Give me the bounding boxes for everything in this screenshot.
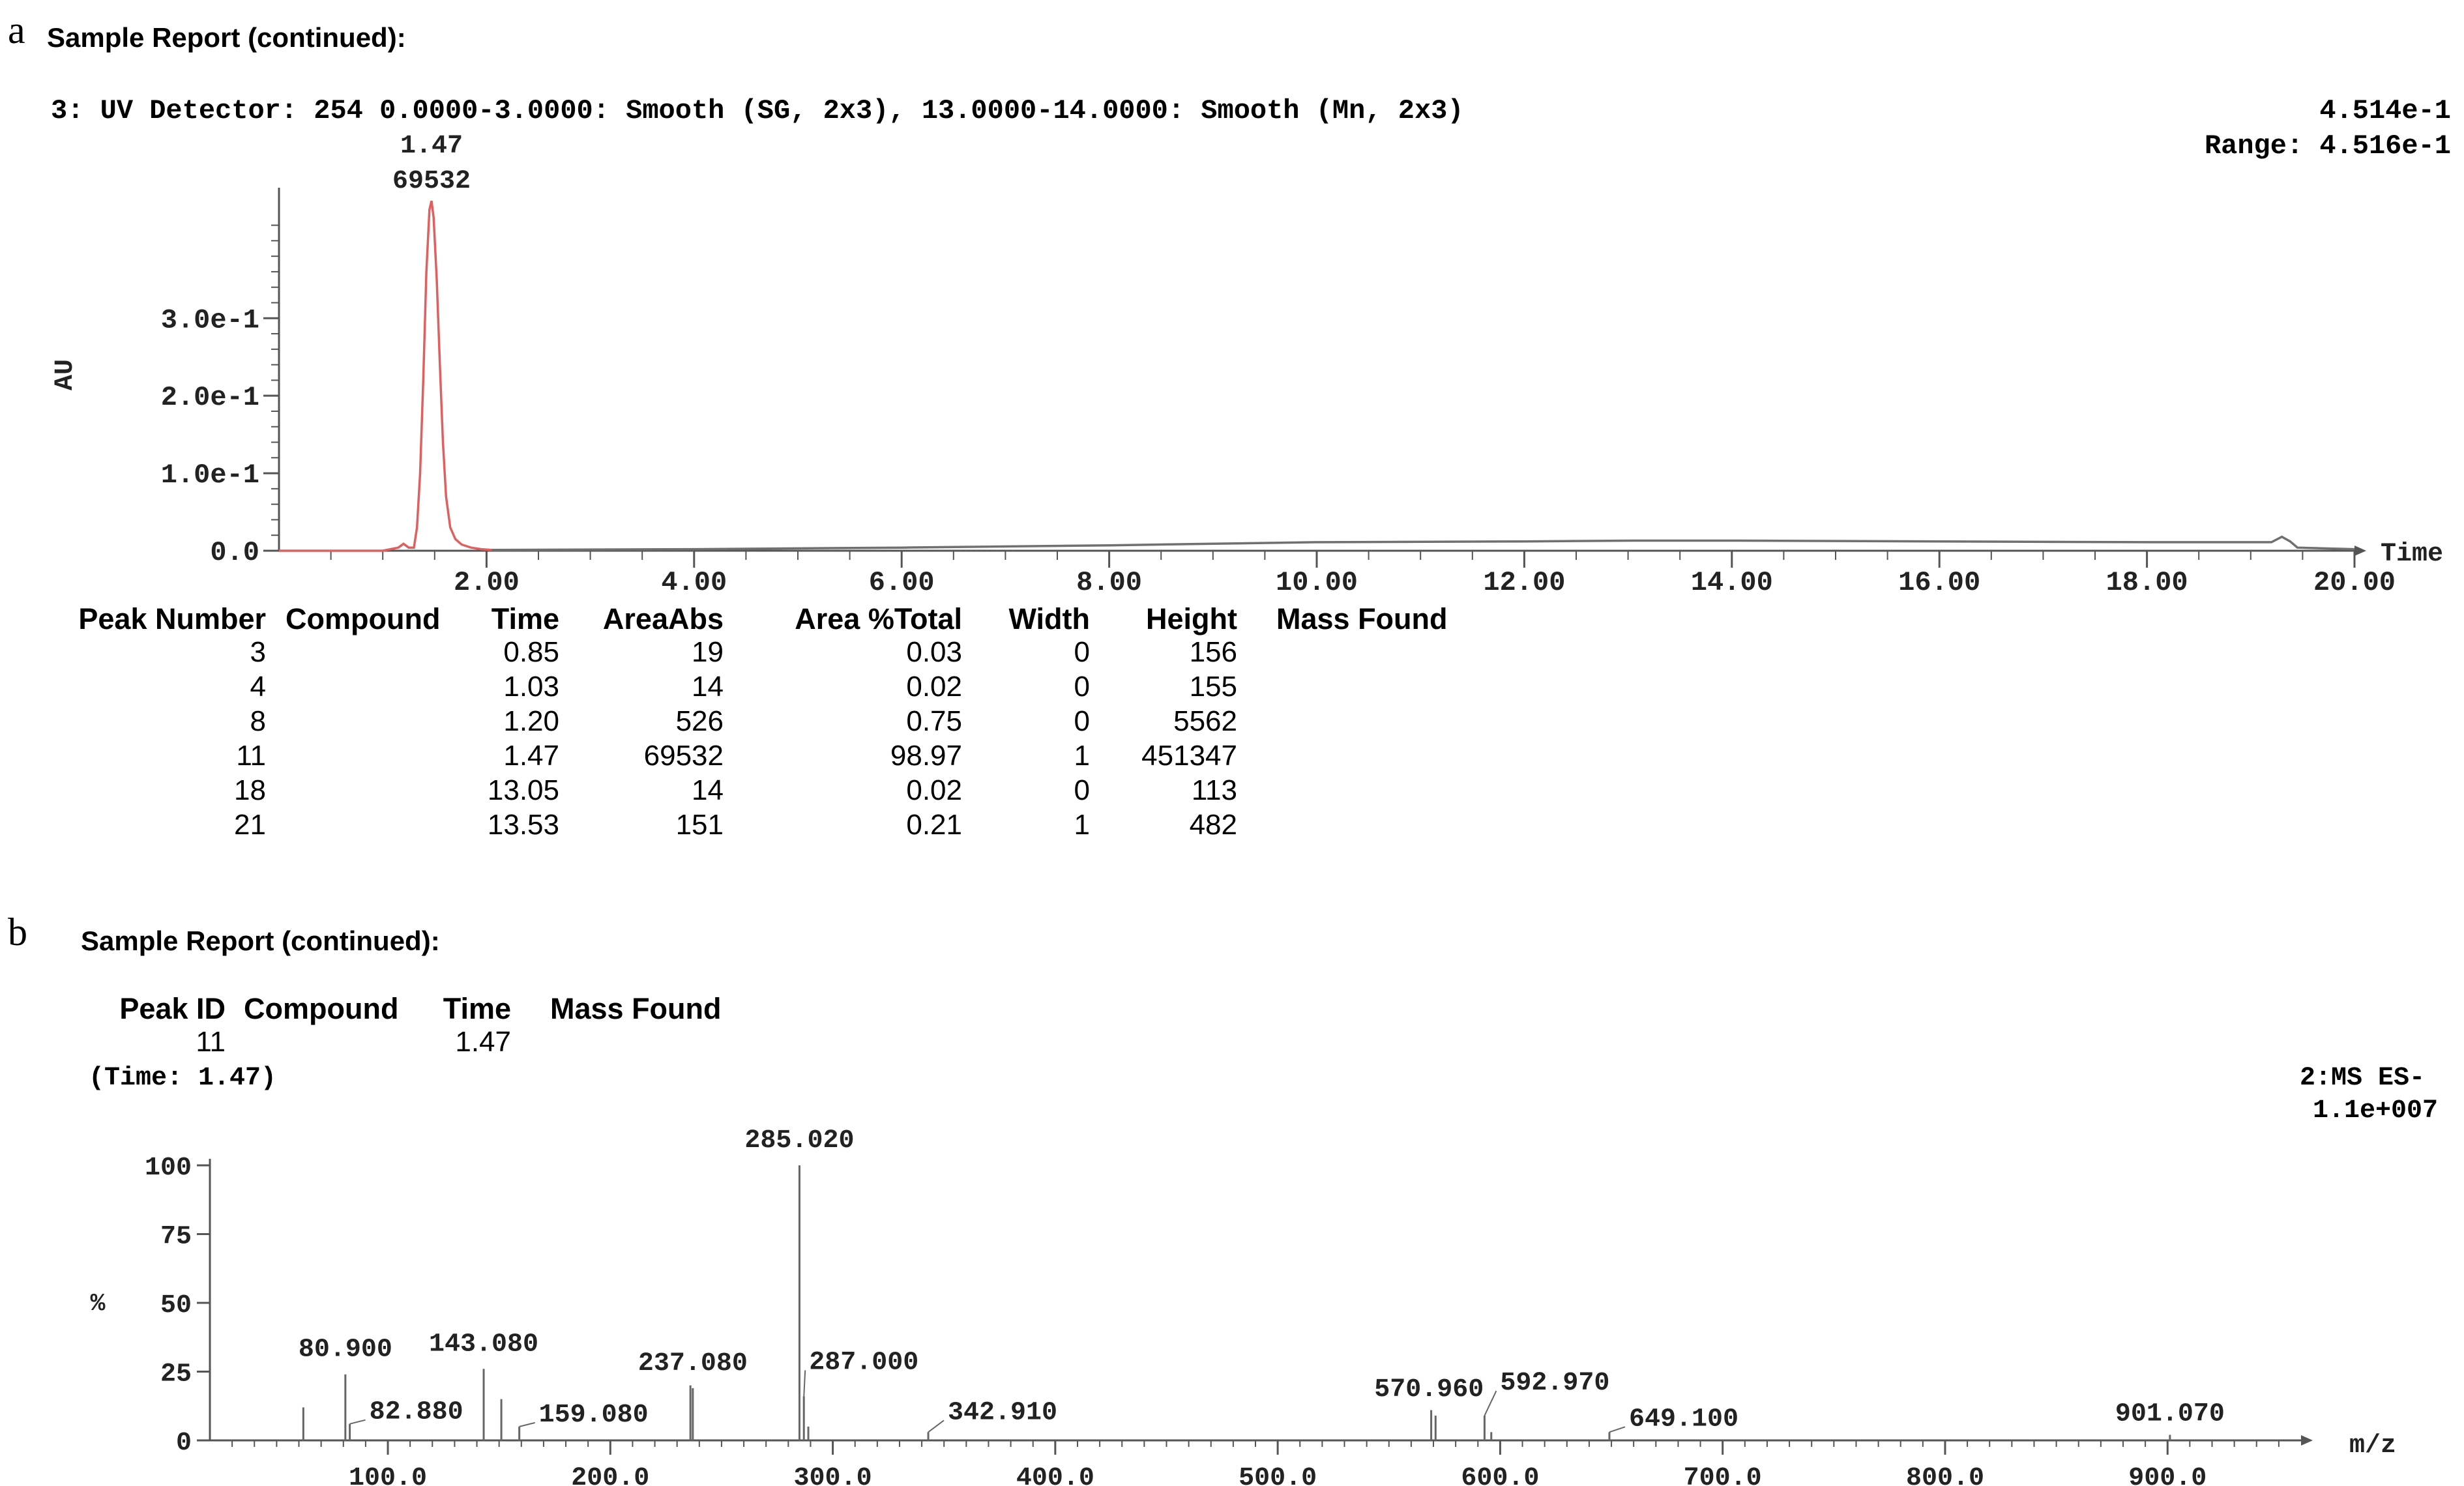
y-axis-label: AU [51,358,80,391]
x-axis-label: Time [2380,540,2444,569]
x-tick-label: 6.00 [868,567,935,598]
table-cell: 482 [1189,809,1237,841]
scan-label: 2:MS ES- [2299,1064,2425,1093]
table-cell: 0 [1074,671,1090,703]
peak-mz-label: 143.080 [429,1330,539,1360]
table-cell: 11 [236,740,266,772]
panel-a-letter: a [8,8,25,51]
peak-label-leader [350,1420,366,1424]
table-cell: 451347 [1141,740,1237,772]
table-cell: 18 [234,774,266,806]
peak-mz-label: 159.080 [538,1400,649,1430]
peak-mz-label: 342.910 [948,1398,1058,1428]
y-tick-label: 3.0e-1 [160,304,259,336]
peak-label-leader [928,1420,944,1432]
max-value: 4.514e-1 [2319,95,2451,126]
detector-line: 3: UV Detector: 254 0.0000-3.0000: Smooth (SG, 2x3), 13.0000-14.0000: Smooth (Mn, 2x3) [51,95,1464,126]
table-cell: 13.53 [487,809,559,841]
peak-mz-label: 287.000 [809,1348,919,1378]
table-cell: 0 [1074,636,1090,668]
table-header-cell: Mass Found [1276,602,1448,635]
table-cell: 1.20 [503,705,559,737]
table-cell: 1.03 [503,671,559,703]
y-tick-label: 0.0 [210,537,259,568]
table-cell: 0.21 [906,809,962,841]
table-header-cell: Peak ID [119,992,226,1025]
x-tick-label: 600.0 [1461,1464,1540,1486]
table-cell: 526 [675,705,724,737]
table-header-cell: Compound [244,992,399,1025]
table-cell: 155 [1189,671,1237,703]
y-tick-label: 50 [160,1291,192,1320]
peak-label-leader [520,1423,535,1427]
y-tick-label: 75 [160,1222,192,1252]
x-tick-label: 4.00 [661,567,727,598]
table-cell: 0 [1074,705,1090,737]
peak-mz-label: 285.020 [744,1126,855,1156]
peak-mz-label: 80.900 [298,1335,392,1365]
x-tick-label: 10.00 [1275,567,1358,598]
peak-mz-label: 237.080 [638,1348,748,1378]
table-cell: 0.02 [906,774,962,806]
x-tick-label: 400.0 [1016,1464,1094,1486]
peak-time-label: 1.47 [400,132,463,161]
peak-label-leader [804,1370,805,1396]
y-tick-label: 2.0e-1 [160,382,259,414]
x-tick-label: 200.0 [571,1464,650,1486]
peak-mz-label: 82.880 [369,1397,463,1427]
table-header-cell: Area %Total [795,602,962,635]
table-cell: 14 [692,671,724,703]
peak-mz-label: 570.960 [1374,1375,1484,1405]
table-header-cell: Peak Number [78,602,266,635]
panel-b-letter: b [8,911,27,954]
range-text: Range: 4.516e-1 [2204,130,2451,162]
x-tick-label: 700.0 [1683,1464,1762,1486]
x-tick-label: 18.00 [2105,567,2188,598]
table-cell: 1.47 [503,740,559,772]
scan-intensity: 1.1e+007 [2312,1096,2438,1126]
y-tick-label: 1.0e-1 [160,459,259,491]
main-peak-trace [279,201,491,551]
peak-mz-label: 592.970 [1500,1369,1610,1399]
x-tick-label: 2.00 [453,567,520,598]
table-header-cell: Compound [286,602,441,635]
table-cell: 19 [692,636,724,668]
table-cell: 14 [692,774,724,806]
y-tick-label: 100 [144,1154,192,1183]
table-cell: 0 [1074,774,1090,806]
peak-label-leader [1609,1427,1625,1432]
time-note: (Time: 1.47) [89,1064,277,1093]
x-tick-label: 800.0 [1905,1464,1984,1486]
baseline-trace [491,537,2354,550]
table-cell: 69532 [643,740,724,772]
table-header-cell: AreaAbs [602,602,724,635]
table-cell: 98.97 [890,740,962,772]
uv-chromatogram-chart [0,117,2464,600]
peak-mz-label: 901.070 [2115,1399,2225,1429]
table-cell: 151 [675,809,724,841]
table-header-cell: Width [1008,602,1090,635]
x-tick-label: 100.0 [349,1464,428,1486]
x-tick-label: 20.00 [2313,567,2396,598]
panel-b-report-title: Sample Report (continued): [81,925,440,956]
table-cell: 21 [234,809,266,841]
table-cell: 3 [250,636,266,668]
table-header-cell: Time [443,992,511,1025]
x-tick-label: 14.00 [1690,567,1773,598]
x-tick-label: 8.00 [1076,567,1143,598]
table-header-cell: Mass Found [550,992,722,1025]
table-cell: 0.02 [906,671,962,703]
table-cell: 11 [196,1026,226,1058]
table-cell: 156 [1189,636,1237,668]
mass-spectrum-chart [0,1108,2464,1486]
table-cell: 1 [1074,809,1090,841]
x-axis-arrow [2301,1435,2313,1446]
table-cell: 1 [1074,740,1090,772]
table-cell: 4 [250,671,266,703]
table-cell: 5562 [1173,705,1237,737]
table-cell: 113 [1191,774,1237,806]
table-cell: 0.85 [503,636,559,668]
x-tick-label: 900.0 [2128,1464,2207,1486]
x-tick-label: 16.00 [1898,567,1981,598]
table-cell: 0.03 [906,636,962,668]
y-tick-label: 25 [160,1360,192,1390]
peak-area-label: 69532 [392,167,471,196]
table-cell: 1.47 [455,1026,511,1058]
x-tick-label: 12.00 [1483,567,1566,598]
table-header-cell: Time [491,602,559,635]
panel-a-report-title: Sample Report (continued): [47,22,406,53]
table-cell: 8 [250,705,266,737]
x-axis-arrow [2354,546,2366,556]
table-cell: 13.05 [487,774,559,806]
table-cell: 0.75 [906,705,962,737]
peak-mz-label: 649.100 [1628,1405,1739,1435]
table-header-cell: Height [1146,602,1237,635]
y-tick-label: 0 [175,1429,192,1458]
peak-label-leader [1484,1391,1496,1416]
x-tick-label: 300.0 [793,1464,872,1486]
x-tick-label: 500.0 [1239,1464,1317,1486]
x-axis-label: m/z [2349,1431,2397,1461]
y-axis-label: % [90,1290,106,1318]
